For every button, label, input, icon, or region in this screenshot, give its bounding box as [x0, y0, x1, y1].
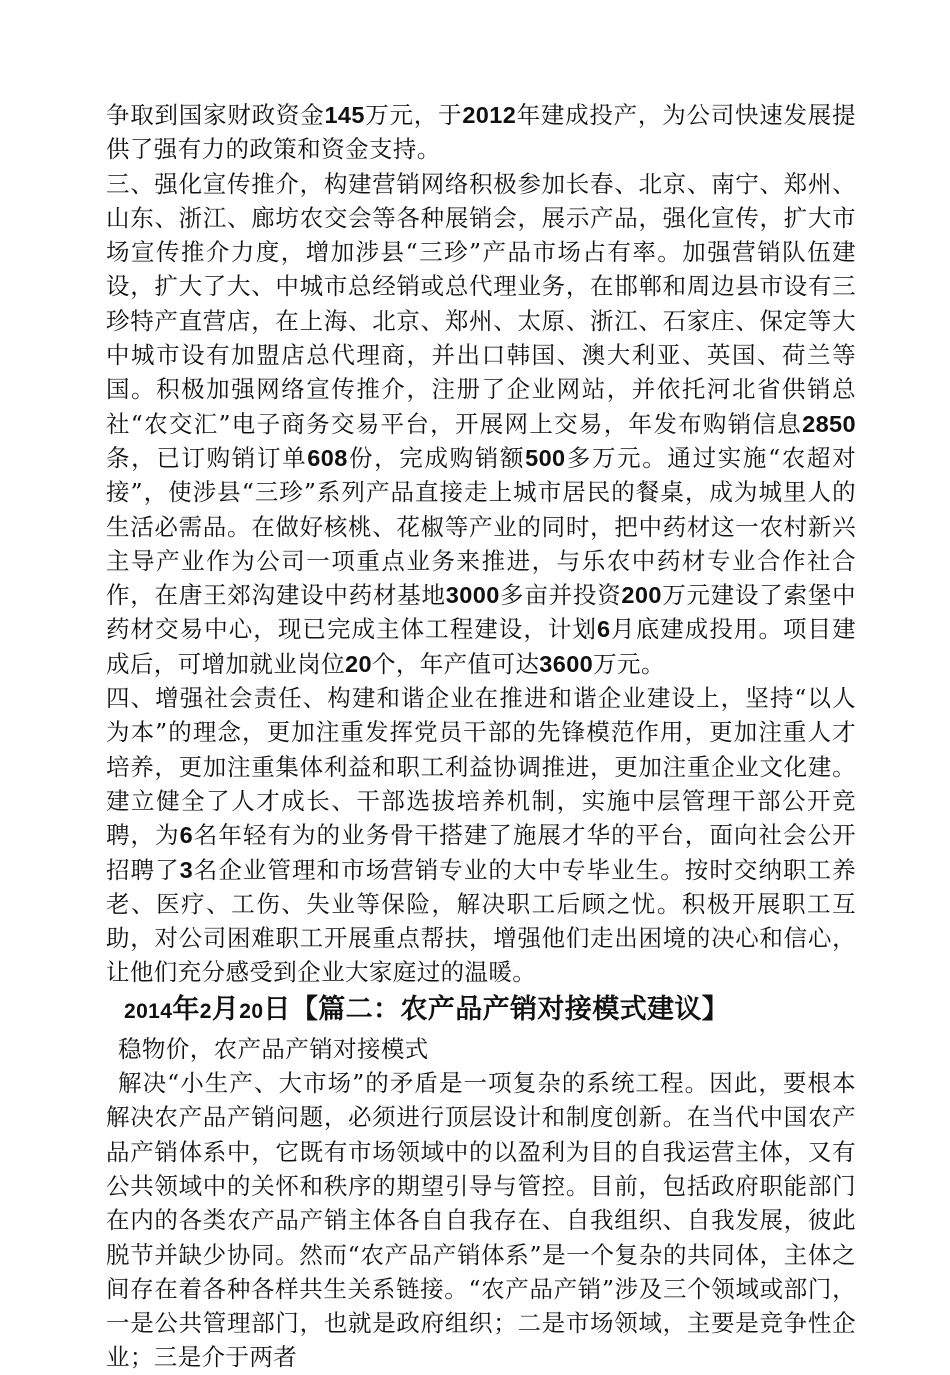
text-run: 三、强化宣传推介，构建营销网络积极参加长春、北京、南宁、郑州、山东、浙江、廊坊农交会等各种展销会，展示产品，强化宣传，扩大市场宣传推介力度，增加涉县“三珍”产品市场占有率。加强营销队伍建设，扩大了大、中城市总经销或总代理业务，在邯郸和周边县市设有三珍特产直营店，在上海、北京、郑州、太原、浙江、石家庄、保定等大中城市设有加盟店总代理商，并出口韩国、澳大利亚、英国、荷兰等国。积极加强网络宣传推介，注册了企业网站，并依托河北省供销总社“农交汇”电子商务交易平台，开展网上交易，年发布购销信息	[106, 169, 856, 438]
text-run: 份，完成购销额	[347, 443, 526, 472]
heading-day: 20	[239, 999, 264, 1023]
number-run: 3	[179, 856, 194, 883]
number-run: 2012	[462, 102, 517, 128]
text-run: 名企业管理和市场营销专业的大中专毕业生。按时交纳职工养老、医疗、工伤、失业等保险，解决职工后顾之忧。积极开展职工互助，对公司困难职工开展重点帮扶，增强他们走出困境的决心和信心，让他们充分感受到企业大家庭过的温暖。	[106, 855, 856, 987]
heading-month-unit: 月	[211, 993, 240, 1025]
number-run: 200	[621, 582, 662, 609]
document-page	[106, 98, 856, 1375]
text-run: 多万元。通过实施“农超对接”，使涉县“三珍”系列产品直接走上城市居民的餐桌，成为城里人的生活必需品。在做好核桃、花椒等产业的同时，把中药材这一农村新兴主导产业作为公司一项重点业务来推进，与乐农中药材专业合作社合作，在唐王郊沟建设中药材基地	[106, 443, 856, 610]
number-run: 6	[179, 822, 194, 849]
paragraph-marketing	[106, 167, 856, 681]
heading-month: 2	[199, 999, 212, 1023]
heading-year: 2014	[124, 999, 173, 1023]
text-run: 条，已订购销订单	[106, 443, 308, 472]
number-run: 145	[324, 102, 365, 128]
heading-year-unit: 年	[172, 993, 200, 1025]
section-heading	[106, 990, 856, 1032]
number-run: 6	[597, 616, 611, 643]
paragraph-social-responsibility	[106, 681, 856, 990]
paragraph-closing: 解决“小生产、大市场”的矛盾是一项复杂的系统工程。因此，要根本解决农产品产销问题，必须进行顶层设计和制度创新。在当代中国农产品产销体系中，它既有市场领域中的以盈利为目的自我运营主体，又有公共领域中的关怀和秩序的期望引导与管控。目前，包括政府职能部门在内的各类农产品产销主体各自自我存在、自我组织、自我发展，彼此脱节并缺少协同。然而“农产品产销体系”是一个复杂的共同体，主体之间存在着各种各样共生关系链接。“农产品产销”涉及三个领域或部门，一是公共管理部门，也就是政府组织；二是市场领域，主要是竞争性企业；三是介于两者	[106, 1069, 856, 1372]
heading-day-unit: 日	[263, 993, 291, 1025]
text-run: 万元建设了索堡中药材交易中心，现已完成主体工程建设，计划	[106, 581, 857, 644]
number-run: 500	[525, 444, 566, 471]
text-run: 名年轻有为的业务骨干搭建了施展才华的平台，面向社会公开招聘了	[106, 821, 856, 884]
number-run: 608	[307, 444, 348, 471]
number-run: 2850	[802, 410, 856, 437]
text-run: 多亩并投资	[499, 581, 622, 610]
text-run: 年建成投产，为公司快速发展提供了强有力的政策和资金支持。	[106, 101, 856, 164]
paragraph-funding	[106, 98, 856, 167]
text-run: 月底建成投用。项目建成后，可增加就业岗位	[106, 615, 857, 678]
text-run: 四、增强社会责任、构建和谐企业在推进和谐企业建设上，坚持“以人为本”的理念，更加注重发挥党员干部的先锋模范作用，更加注重人才培养，更加注重集体利益和职工利益协调推进，更加注重企业文化建。建立健全了人才成长、干部选拔培养机制，实施中层管理干部公开竞聘，为	[106, 684, 856, 850]
subtitle: 稳物价，农产品产销对接模式	[118, 1034, 429, 1063]
heading-title: 【篇二：农产品产销对接模式建议】	[290, 993, 730, 1025]
text-run: 万元，于	[364, 101, 463, 129]
text-run: 个，年产值可达	[371, 649, 540, 678]
text-run: 万元。	[593, 649, 665, 678]
number-run: 3600	[539, 650, 594, 677]
number-run: 20	[345, 650, 372, 677]
text-run: 争取到国家财政资金	[106, 101, 325, 129]
number-run: 3000	[445, 582, 500, 609]
